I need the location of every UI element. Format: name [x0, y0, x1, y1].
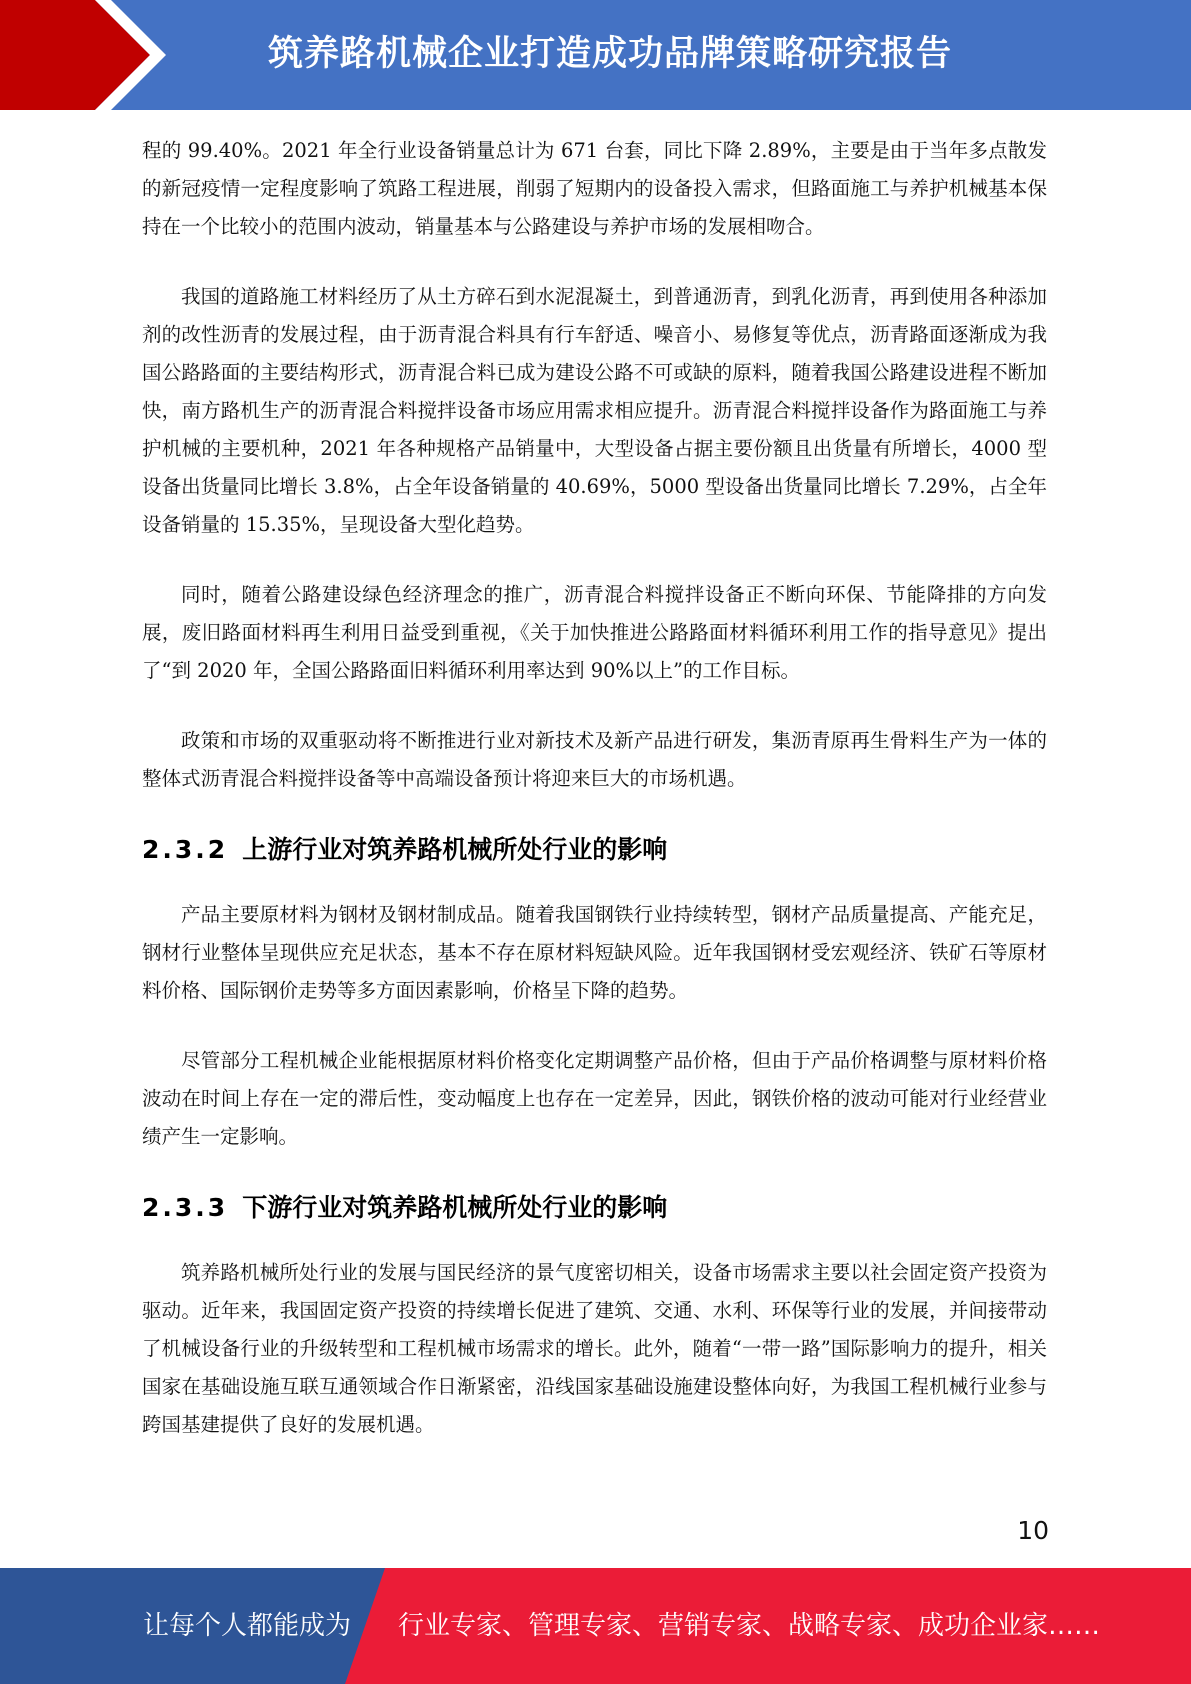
paragraph-price-lag: 尽管部分工程机械企业能根据原材料价格变化定期调整产品价格，但由于产品价格调整与原材料价格波动在时间上存在一定的滞后性，变动幅度上也存在一定差异，因此，钢铁价格的波动可能对行业经营业绩产生一定影响。: [142, 1049, 1047, 1148]
section-title: 下游行业对筑养路机械所处行业的影响: [242, 1193, 668, 1222]
section-heading-upstream: [142, 830, 1047, 870]
paragraph-road-materials: 我国的道路施工材料经历了从土方碎石到水泥混凝土，到普通沥青，到乳化沥青，再到使用各种添加剂的改性沥青的发展过程，由于沥青混合料具有行车舒适、噪音小、易修复等优点，沥青路面逐渐成为我国公路路面的主要结构形式，沥青混合料已成为建设公路不可或缺的原料，随着我国公路建设进程不断加快，南方路机生产的沥青混合料搅拌设备市场应用需求相应提升。沥青混合料搅拌设备作为路面施工与养护机械的主要机种，2021 年各种规格产品销量中，大型设备占据主要份额且出货量有所增长，4000 型设备出货量同比增长 3.8%，占全年设备销量的 40.69%，5000 型设备出货量同比增长 7.29%，占全年设备销量的 15.35%，呈现设备大型化趋势。: [142, 285, 1047, 536]
page-footer: [0, 1568, 1191, 1684]
page-header: [0, 0, 1191, 110]
paragraph-policy-market: 政策和市场的双重驱动将不断推进行业对新技术及新产品进行研发，集沥青原再生骨料生产为一体的整体式沥青混合料搅拌设备等中高端设备预计将迎来巨大的市场机遇。: [142, 729, 1047, 790]
section-title: 上游行业对筑养路机械所处行业的影响: [242, 835, 668, 864]
paragraph-raw-materials: 产品主要原材料为钢材及钢材制成品。随着我国钢铁行业持续转型，钢材产品质量提高、产能充足，钢材行业整体呈现供应充足状态，基本不存在原材料短缺风险。近年我国钢材受宏观经济、铁矿石等原材料价格、国际钢价走势等多方面因素影响，价格呈下降的趋势。: [142, 903, 1047, 1002]
section-heading-downstream: [142, 1188, 1047, 1228]
page-number: 10: [1017, 1516, 1049, 1545]
section-number: 2.3.2: [142, 835, 229, 864]
page-content: [142, 132, 1047, 1476]
footer-slogan-right: 行业专家、管理专家、营销专家、战略专家、成功企业家……: [398, 1611, 1101, 1641]
section-number: 2.3.3: [142, 1193, 229, 1222]
paragraph-green-recycling: 同时，随着公路建设绿色经济理念的推广，沥青混合料搅拌设备正不断向环保、节能降排的方向发展，废旧路面材料再生利用日益受到重视，《关于加快推进公路路面材料循环利用工作的指导意见》提出了“到 2020 年，全国公路路面旧料循环利用率达到 90%以上”的工作目标。: [142, 583, 1047, 682]
paragraph-continued: 程的 99.40%。2021 年全行业设备销量总计为 671 台套，同比下降 2.89%，主要是由于当年多点散发的新冠疫情一定程度影响了筑路工程进展，削弱了短期内的设备投入需求，但路面施工与养护机械基本保持在一个比较小的范围内波动，销量基本与公路建设与养护市场的发展相吻合。: [142, 139, 1047, 238]
paragraph-downstream-demand: 筑养路机械所处行业的发展与国民经济的景气度密切相关，设备市场需求主要以社会固定资产投资为驱动。近年来，我国固定资产投资的持续增长促进了建筑、交通、水利、环保等行业的发展，并间接带动了机械设备行业的升级转型和工程机械市场需求的增长。此外，随着“一带一路”国际影响力的提升，相关国家在基础设施互联互通领域合作日渐紧密，沿线国家基础设施建设整体向好，为我国工程机械行业参与跨国基建提供了良好的发展机遇。: [142, 1261, 1047, 1436]
footer-slogan-left: 让每个人都能成为: [143, 1611, 352, 1641]
report-title: 筑养路机械企业打造成功品牌策略研究报告: [267, 34, 952, 74]
